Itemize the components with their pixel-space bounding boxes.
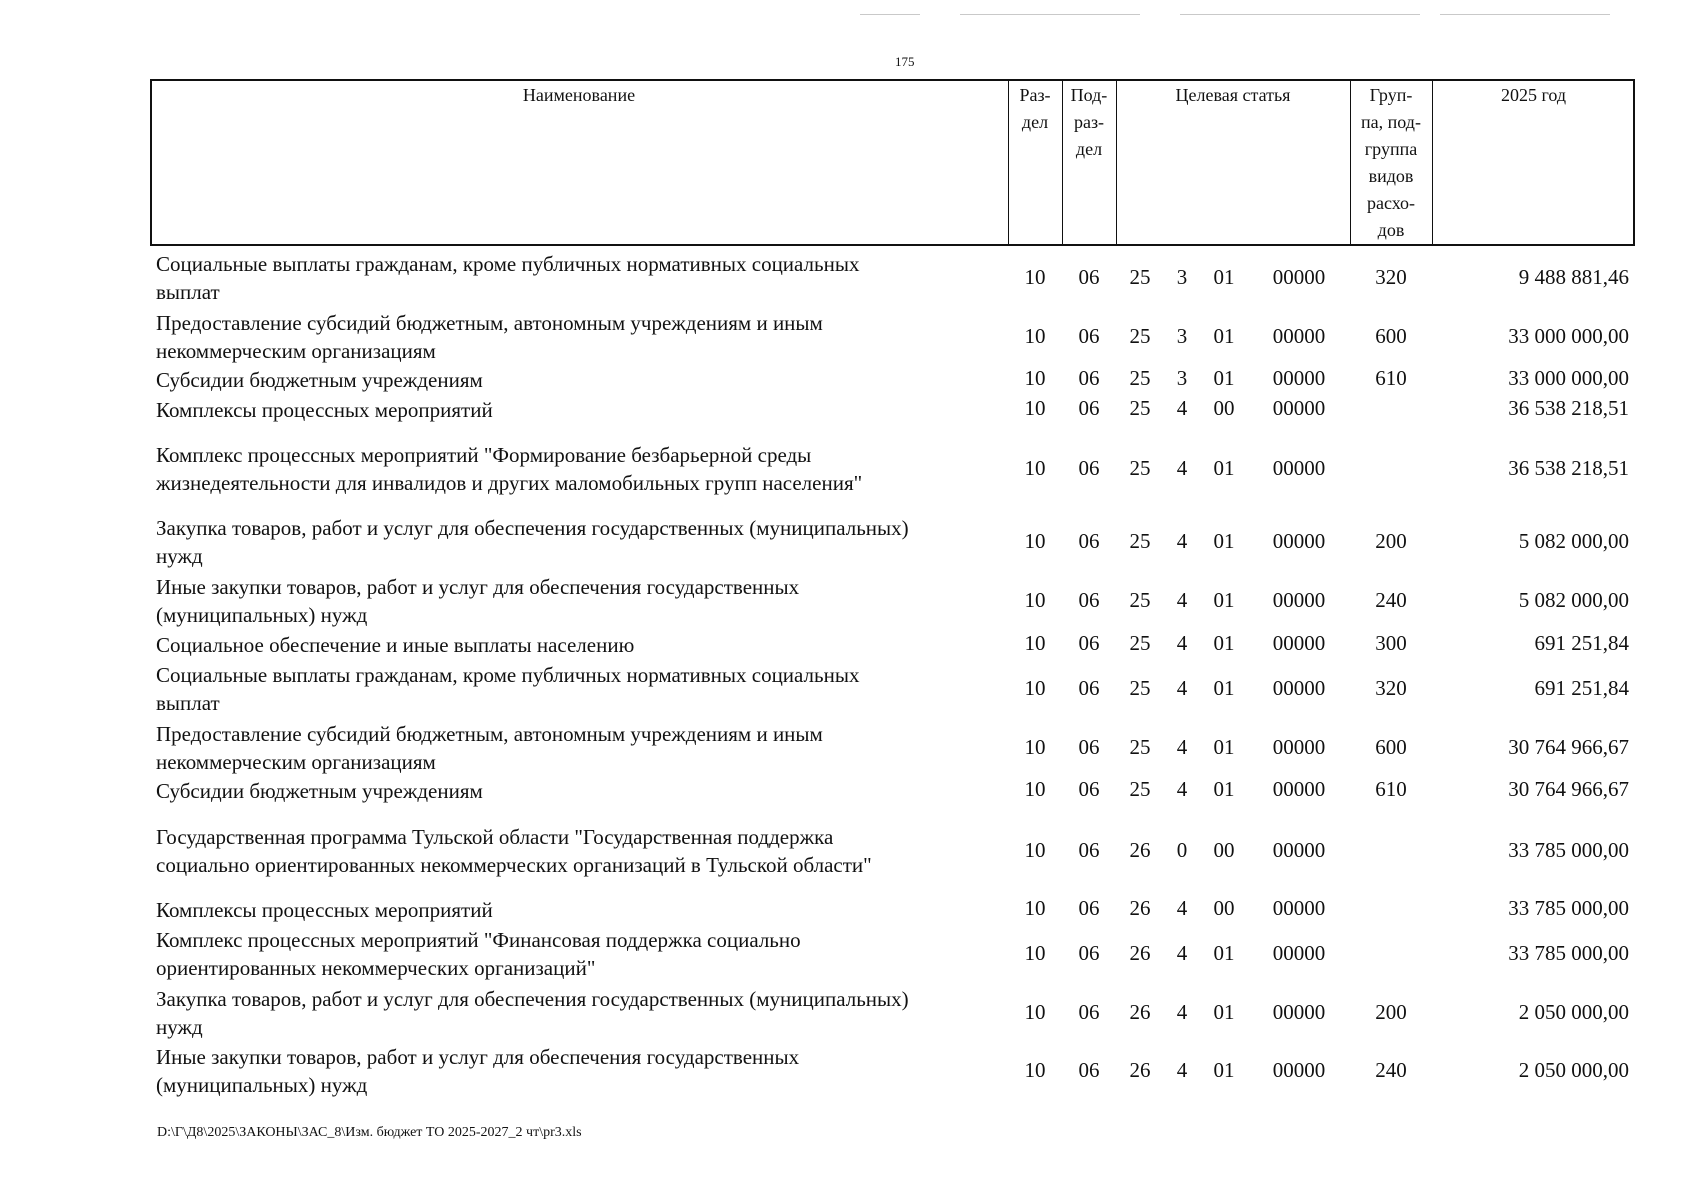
row-expense-group: 240 (1375, 1058, 1407, 1082)
row-target-type: 4 (1176, 588, 1188, 612)
row-target-program: 26 (1129, 1058, 1151, 1082)
row-razdel: 10 (1024, 735, 1046, 759)
row-razdel: 10 (1024, 1058, 1046, 1082)
row-name: Иные закупки товаров, работ и услуг для обеспечения государственных (муниципальных) нужд (156, 1045, 800, 1097)
footer-file-path: D:\Г\Д8\2025\ЗАКОНЫ\ЗАС_8\Изм. бюджет ТО 2025-2027_2 чт\pr3.xls (157, 1125, 582, 1140)
page-number: 175 (895, 54, 915, 69)
scan-artifact-line (860, 14, 920, 15)
row-target-program: 25 (1129, 529, 1151, 553)
row-amount: 33 785 000,00 (1508, 896, 1629, 920)
row-razdel: 10 (1024, 631, 1046, 655)
row-expense-group: 300 (1375, 631, 1407, 655)
row-target-direction: 00000 (1272, 631, 1326, 655)
row-target-type: 4 (1176, 777, 1188, 801)
row-amount: 33 785 000,00 (1508, 941, 1629, 965)
header-razdel: Раз- дел (1019, 85, 1051, 132)
row-amount: 30 764 966,67 (1508, 735, 1629, 759)
row-amount: 2 050 000,00 (1518, 1000, 1629, 1024)
row-target-program: 26 (1129, 1000, 1151, 1024)
row-amount: 36 538 218,51 (1508, 396, 1629, 420)
row-razdel: 10 (1024, 396, 1046, 420)
row-target-complex: 00 (1213, 838, 1235, 862)
row-target-program: 25 (1129, 588, 1151, 612)
row-target-program: 25 (1129, 396, 1151, 420)
row-podrazdel: 06 (1078, 265, 1100, 289)
row-target-complex: 01 (1213, 324, 1235, 348)
row-target-complex: 01 (1213, 588, 1235, 612)
row-target-type: 4 (1176, 631, 1188, 655)
row-amount: 5 082 000,00 (1518, 529, 1629, 553)
row-target-direction: 00000 (1272, 324, 1326, 348)
row-razdel: 10 (1024, 366, 1046, 390)
header-target-article: Целевая статья (1175, 85, 1291, 105)
row-target-direction: 00000 (1272, 529, 1326, 553)
row-target-complex: 00 (1213, 896, 1235, 920)
row-target-type: 4 (1176, 1000, 1188, 1024)
row-target-direction: 00000 (1272, 676, 1326, 700)
row-target-direction: 00000 (1272, 941, 1326, 965)
row-podrazdel: 06 (1078, 676, 1100, 700)
row-name: Закупка товаров, работ и услуг для обеспечения государственных (муниципальных) нужд (156, 987, 909, 1039)
row-target-direction: 00000 (1272, 265, 1326, 289)
row-name: Субсидии бюджетным учреждениям (156, 779, 483, 803)
row-target-program: 26 (1129, 896, 1151, 920)
row-razdel: 10 (1024, 1000, 1046, 1024)
row-target-complex: 01 (1213, 1058, 1235, 1082)
row-expense-group: 600 (1375, 735, 1407, 759)
row-target-complex: 01 (1213, 366, 1235, 390)
row-amount: 36 538 218,51 (1508, 456, 1629, 480)
row-target-type: 0 (1176, 838, 1188, 862)
row-razdel: 10 (1024, 529, 1046, 553)
row-target-program: 26 (1129, 838, 1151, 862)
row-target-complex: 01 (1213, 676, 1235, 700)
row-expense-group: 610 (1375, 777, 1407, 801)
row-amount: 33 000 000,00 (1508, 366, 1629, 390)
row-expense-group: 200 (1375, 1000, 1407, 1024)
row-podrazdel: 06 (1078, 324, 1100, 348)
row-target-type: 3 (1176, 366, 1188, 390)
row-target-direction: 00000 (1272, 838, 1326, 862)
row-target-type: 3 (1176, 324, 1188, 348)
header-podrazdel: Под- раз- дел (1070, 85, 1108, 159)
row-podrazdel: 06 (1078, 588, 1100, 612)
scan-artifact-line (1180, 14, 1420, 15)
row-target-program: 25 (1129, 676, 1151, 700)
row-name: Комплекс процессных мероприятий "Формирование безбарьерной среды жизнедеятельности для инвалидов и других маломобильных групп населения" (156, 443, 863, 495)
row-target-type: 4 (1176, 735, 1188, 759)
row-amount: 691 251,84 (1534, 676, 1629, 700)
row-name: Комплекс процессных мероприятий "Финансовая поддержка социально ориентированных некоммерческих организаций" (156, 928, 801, 980)
row-target-type: 3 (1176, 265, 1188, 289)
row-target-type: 4 (1176, 941, 1188, 965)
header-expense-group: Груп- па, под- группа видов расхо- дов (1361, 85, 1421, 240)
row-target-program: 25 (1129, 265, 1151, 289)
row-target-type: 4 (1176, 529, 1188, 553)
row-target-direction: 00000 (1272, 396, 1326, 420)
row-name: Иные закупки товаров, работ и услуг для обеспечения государственных (муниципальных) нужд (156, 575, 800, 627)
row-name: Социальные выплаты гражданам, кроме публичных нормативных социальных выплат (156, 663, 860, 715)
row-razdel: 10 (1024, 838, 1046, 862)
row-podrazdel: 06 (1078, 529, 1100, 553)
row-target-complex: 01 (1213, 735, 1235, 759)
row-target-complex: 01 (1213, 529, 1235, 553)
row-podrazdel: 06 (1078, 396, 1100, 420)
row-target-complex: 01 (1213, 941, 1235, 965)
row-target-direction: 00000 (1272, 1000, 1326, 1024)
row-target-program: 25 (1129, 777, 1151, 801)
header-name: Наименование (522, 85, 636, 105)
row-podrazdel: 06 (1078, 777, 1100, 801)
row-target-program: 25 (1129, 324, 1151, 348)
row-target-program: 25 (1129, 366, 1151, 390)
row-podrazdel: 06 (1078, 631, 1100, 655)
row-target-program: 26 (1129, 941, 1151, 965)
row-target-type: 4 (1176, 676, 1188, 700)
row-name: Субсидии бюджетным учреждениям (156, 368, 483, 392)
row-target-program: 25 (1129, 735, 1151, 759)
row-amount: 5 082 000,00 (1518, 588, 1629, 612)
row-expense-group: 200 (1375, 529, 1407, 553)
row-target-complex: 01 (1213, 456, 1235, 480)
row-razdel: 10 (1024, 777, 1046, 801)
row-target-direction: 00000 (1272, 456, 1326, 480)
row-amount: 30 764 966,67 (1508, 777, 1629, 801)
row-target-direction: 00000 (1272, 896, 1326, 920)
row-podrazdel: 06 (1078, 896, 1100, 920)
row-name: Социальные выплаты гражданам, кроме публичных нормативных социальных выплат (156, 252, 860, 304)
row-expense-group: 600 (1375, 324, 1407, 348)
row-target-complex: 01 (1213, 777, 1235, 801)
row-target-type: 4 (1176, 1058, 1188, 1082)
row-name: Комплексы процессных мероприятий (156, 898, 493, 922)
row-razdel: 10 (1024, 941, 1046, 965)
row-target-type: 4 (1176, 896, 1188, 920)
row-target-program: 25 (1129, 631, 1151, 655)
row-expense-group: 320 (1375, 265, 1407, 289)
row-target-complex: 01 (1213, 631, 1235, 655)
row-razdel: 10 (1024, 588, 1046, 612)
row-target-direction: 00000 (1272, 588, 1326, 612)
header-year: 2025 год (1500, 85, 1567, 105)
row-name: Комплексы процессных мероприятий (156, 398, 493, 422)
row-expense-group: 240 (1375, 588, 1407, 612)
row-target-direction: 00000 (1272, 366, 1326, 390)
row-amount: 2 050 000,00 (1518, 1058, 1629, 1082)
row-target-direction: 00000 (1272, 777, 1326, 801)
row-name: Государственная программа Тульской области "Государственная поддержка социально ориентированных некоммерческих организаций в Тульской области" (156, 825, 872, 877)
row-amount: 691 251,84 (1534, 631, 1629, 655)
row-amount: 9 488 881,46 (1518, 265, 1629, 289)
row-target-complex: 01 (1213, 1000, 1235, 1024)
scan-artifact-line (1440, 14, 1610, 15)
row-podrazdel: 06 (1078, 735, 1100, 759)
row-name: Предоставление субсидий бюджетным, автономным учреждениям и иным некоммерческим организациям (156, 311, 823, 363)
scan-artifact-line (960, 14, 1140, 15)
row-target-type: 4 (1176, 456, 1188, 480)
row-name: Предоставление субсидий бюджетным, автономным учреждениям и иным некоммерческим организациям (156, 722, 823, 774)
row-target-direction: 00000 (1272, 735, 1326, 759)
row-razdel: 10 (1024, 456, 1046, 480)
row-razdel: 10 (1024, 324, 1046, 348)
row-target-program: 25 (1129, 456, 1151, 480)
row-podrazdel: 06 (1078, 366, 1100, 390)
row-expense-group: 610 (1375, 366, 1407, 390)
row-target-type: 4 (1176, 396, 1188, 420)
row-target-direction: 00000 (1272, 1058, 1326, 1082)
row-name: Закупка товаров, работ и услуг для обеспечения государственных (муниципальных) нужд (156, 516, 909, 568)
row-razdel: 10 (1024, 265, 1046, 289)
row-amount: 33 785 000,00 (1508, 838, 1629, 862)
row-podrazdel: 06 (1078, 1058, 1100, 1082)
row-podrazdel: 06 (1078, 941, 1100, 965)
row-razdel: 10 (1024, 896, 1046, 920)
row-podrazdel: 06 (1078, 456, 1100, 480)
row-expense-group: 320 (1375, 676, 1407, 700)
row-amount: 33 000 000,00 (1508, 324, 1629, 348)
row-target-complex: 01 (1213, 265, 1235, 289)
row-target-complex: 00 (1213, 396, 1235, 420)
row-podrazdel: 06 (1078, 838, 1100, 862)
row-razdel: 10 (1024, 676, 1046, 700)
row-name: Социальное обеспечение и иные выплаты населению (156, 633, 635, 657)
row-podrazdel: 06 (1078, 1000, 1100, 1024)
